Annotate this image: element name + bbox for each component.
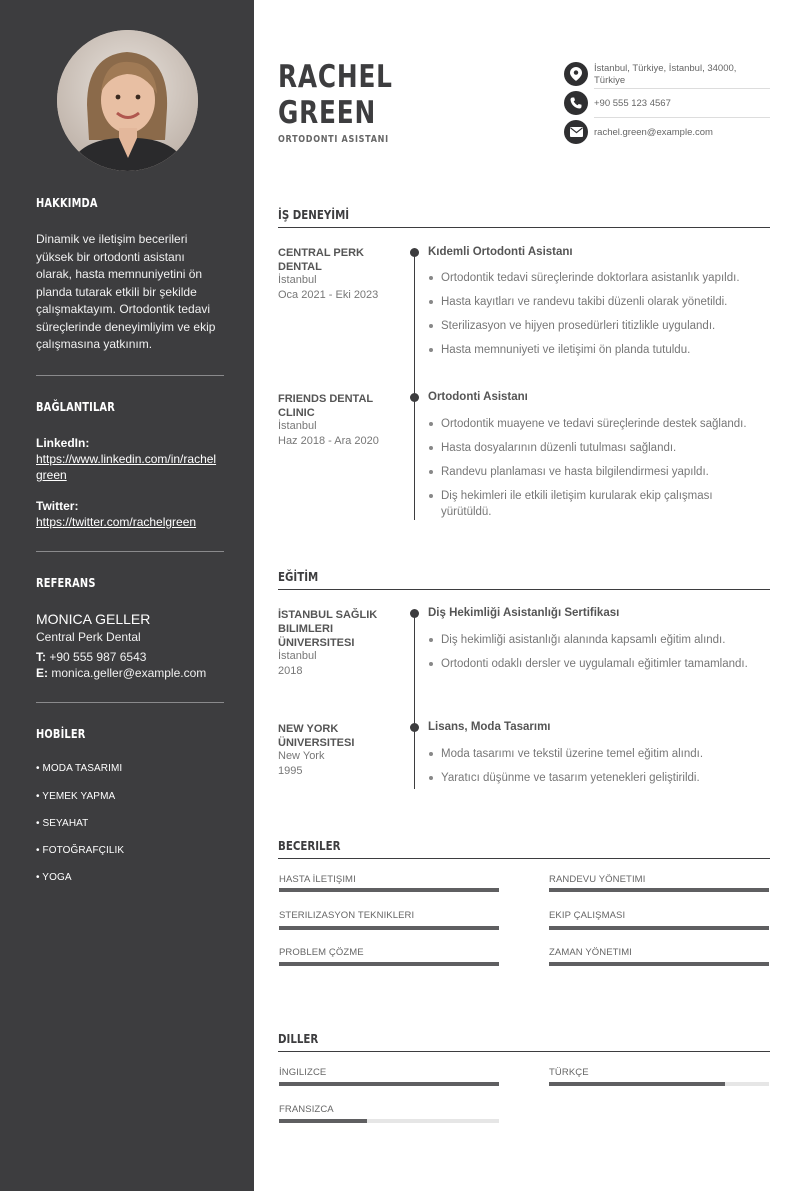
education-city: New York [278,750,325,762]
timeline-dot [410,609,419,618]
hobby-item: • YOGA [36,872,72,883]
mail-icon [564,120,588,144]
timeline-line [414,613,415,723]
timeline-line [414,723,415,789]
profile-photo [57,30,198,171]
about-text: Dinamik ve iletişim becerileri yüksek bir ortodonti asistanı olarak, hasta memnuniyetini ön planda tutarak etkili bir şekilde çalışmaktayım. Ortodontik tedavi süreçlerinde deneyimliyim ve ekip çalışmasına yatkınım. [36,232,216,351]
language-bar-fill [279,1119,367,1123]
contact-email[interactable]: rachel.green@example.com [594,127,713,138]
skill-bar-fill [549,888,769,892]
education-dates: 1995 [278,765,303,777]
experience-bullet: Hasta dosyalarının düzenli tutulması sağlandı. [441,440,766,456]
first-name: RACHEL [278,59,393,95]
reference-name: MONICA GELLER [36,611,151,627]
skill-bar [549,926,769,930]
divider [36,702,224,703]
experience-dates: Oca 2021 - Eki 2023 [278,289,379,301]
experience-bullet: Sterilizasyon ve hijyen prosedürleri titizlikle uygulandı. [441,318,766,334]
divider [594,88,770,89]
location-pin-icon [564,62,588,86]
reference-title: REFERANS [36,576,96,590]
language-bar-fill [549,1082,725,1086]
experience-bullet: Hasta memnuniyeti ve iletişimi ön planda tutuldu. [441,342,766,358]
skill-label: PROBLEM ÇÖZME [279,947,364,958]
education-bullet: Diş hekimliği asistanlığı alanında kapsamlı eğitim alındı. [441,632,766,648]
about-title: HAKKIMDA [36,196,98,210]
phone-icon [564,91,588,115]
hobby-item: • YEMEK YAPMA [36,791,116,802]
links-title: BAĞLANTILAR [36,400,115,414]
skill-bar-fill [549,926,769,930]
language-bar [549,1082,769,1086]
skill-label: RANDEVU YÖNETIMI [549,874,646,885]
reference-company: Central Perk Dental [36,630,141,644]
divider [36,375,224,376]
experience-city: İstanbul [278,420,317,432]
hobby-item: • MODA TASARIMI [36,763,123,774]
education-org: İSTANBUL SAĞLIK BILIMLERI ÜNIVERSITESI [278,609,378,649]
education-bullet: Moda tasarımı ve tekstil üzerine temel eğitim alındı. [441,746,766,762]
hobbies-title: HOBİLER [36,727,86,741]
skills-title: BECERILER [278,838,341,853]
reference-phone [36,650,146,664]
experience-bullet: Ortodontik muayene ve tedavi süreçlerinde destek sağlandı. [441,416,766,432]
language-bar [279,1082,499,1086]
education-bullet: Ortodonti odaklı dersler ve uygulamalı eğitimler tamamlandı. [441,656,766,672]
reference-email-label: E: [36,666,48,680]
education-city: İstanbul [278,650,317,662]
divider [36,551,224,552]
section-rule [278,227,770,228]
linkedin-link[interactable]: https://www.linkedin.com/in/rachelgreen [36,452,217,482]
timeline-dot [410,393,419,402]
reference-email [36,666,206,680]
twitter-label: Twitter: [36,499,79,513]
experience-position: Ortodonti Asistanı [428,391,528,403]
skill-bar [279,888,499,892]
timeline-line [414,366,415,520]
hobby-item: • FOTOĞRAFÇILIK [36,845,125,856]
education-degree: Lisans, Moda Tasarımı [428,721,551,733]
contact-address: İstanbul, Türkiye, İstanbul, 34000, Türkiye [594,63,737,86]
skill-bar-fill [279,888,499,892]
experience-org: FRIENDS DENTAL CLINIC [278,393,373,419]
experience-bullet: Diş hekimleri ile etkili iletişim kurularak ekip çalışması yürütüldü. [441,488,766,520]
experience-bullet: Hasta kayıtları ve randevu takibi düzenli olarak yönetildi. [441,294,766,310]
education-dates: 2018 [278,665,303,677]
skill-bar [279,962,499,966]
experience-city: İstanbul [278,274,317,286]
experience-bullet: Randevu planlaması ve hasta bilgilendirmesi yapıldı. [441,464,766,480]
timeline-line [414,252,415,366]
experience-org: CENTRAL PERK DENTAL [278,247,364,273]
skill-bar [279,926,499,930]
skill-label: STERILIZASYON TEKNIKLERI [279,910,415,921]
skill-label: EKIP ÇALIŞMASI [549,910,626,921]
linkedin-label: LinkedIn: [36,436,90,450]
skill-label: ZAMAN YÖNETIMI [549,947,633,958]
job-role: ORTODONTI ASISTANI [278,134,389,145]
language-label: İNGILIZCE [279,1067,327,1078]
sidebar [0,0,254,1191]
twitter-link[interactable]: https://twitter.com/rachelgreen [36,515,197,529]
reference-email-value: monica.geller@example.com [51,666,207,680]
timeline-dot [410,723,419,732]
divider [594,117,770,118]
reference-phone-value: +90 555 987 6543 [49,650,147,664]
language-bar-fill [279,1082,499,1086]
skill-bar [549,888,769,892]
hobby-item: • SEYAHAT [36,818,89,829]
experience-bullet: Ortodontik tedavi süreçlerinde doktorlara asistanlık yapıldı. [441,270,766,286]
education-title: EĞİTİM [278,569,319,584]
reference-phone-label: T: [36,650,46,664]
contact-phone: +90 555 123 4567 [594,98,671,109]
experience-title: İŞ DENEYİMİ [278,207,350,222]
skill-label: HASTA İLETIŞIMI [279,874,356,885]
language-bar [279,1119,499,1123]
experience-dates: Haz 2018 - Ara 2020 [278,435,379,447]
languages-title: DILLER [278,1031,319,1046]
education-degree: Diş Hekimliği Asistanlığı Sertifikası [428,607,620,619]
skill-bar-fill [279,926,499,930]
skill-bar-fill [549,962,769,966]
last-name: GREEN [278,95,377,131]
section-rule [278,1051,770,1052]
section-rule [278,858,770,859]
timeline-dot [410,248,419,257]
skill-bar [549,962,769,966]
education-org: NEW YORK ÜNIVERSITESI [278,723,355,749]
language-label: TÜRKÇE [549,1067,589,1078]
language-label: FRANSIZCA [279,1104,334,1115]
section-rule [278,589,770,590]
skill-bar-fill [279,962,499,966]
education-bullet: Yaratıcı düşünme ve tasarım yetenekleri geliştirildi. [441,770,766,786]
experience-position: Kıdemli Ortodonti Asistanı [428,246,573,258]
